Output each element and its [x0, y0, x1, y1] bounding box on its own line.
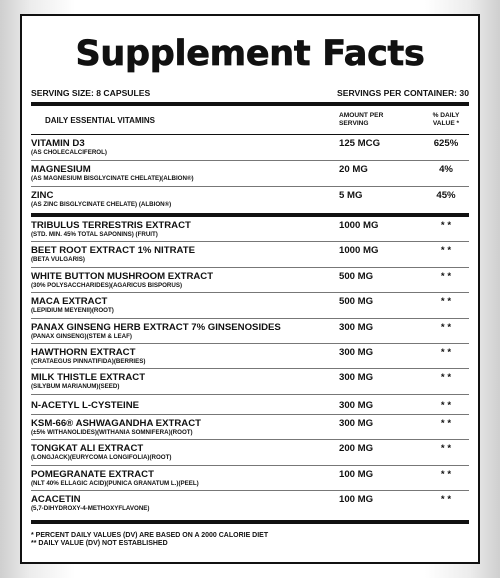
ingredient-row: [31, 491, 469, 516]
ingredient-name-cell: [31, 469, 339, 490]
header-amount: [339, 112, 423, 128]
header-dv-line1: % DAILY: [432, 112, 460, 119]
ingredient-source: (STD. MIN. 45% TOTAL SAPONINS) (FRUIT): [31, 231, 158, 238]
ingredient-name: HAWTHORN EXTRACT: [31, 346, 136, 358]
ingredient-name: MACA EXTRACT: [31, 296, 108, 308]
vitamin-daily-value: 45%: [436, 190, 456, 201]
ingredient-name: PANAX GINSENG HERB EXTRACT 7% GINSENOSIDES: [31, 321, 281, 333]
supplement-facts-panel: [20, 14, 480, 564]
ingredient-source: (±5% WITHANOLIDES)(WITHANIA SOMNIFERA)(ROOT): [31, 428, 193, 436]
header-dv-line2: VALUE *: [432, 120, 460, 127]
ingredient-name-cell: [31, 347, 339, 368]
ingredient-amount: 300 MG: [339, 372, 374, 384]
ingredient-name: N-ACETYL L-CYSTEINE: [31, 399, 140, 411]
ingredient-amount: 1000 MG: [339, 245, 379, 257]
vitamin-name-cell: [31, 190, 339, 213]
ingredient-name: ACACETIN: [31, 493, 81, 505]
ingredient-daily-value: * *: [440, 296, 452, 308]
vitamin-daily-value: 4%: [439, 164, 453, 175]
ingredient-row: [31, 466, 469, 491]
ingredient-amount: 100 MG: [339, 493, 374, 505]
header-name: DAILY ESSENTIAL VITAMINS: [45, 115, 155, 125]
vitamin-source: (AS MAGNESIUM BISGLYCINATE CHELATE)(ALBION®): [31, 175, 194, 182]
ingredient-name: WHITE BUTTON MUSHROOM EXTRACT: [31, 270, 214, 282]
vitamins-section: [31, 135, 469, 217]
ingredient-amount: 500 MG: [339, 296, 374, 308]
ingredient-row: [31, 415, 469, 440]
ingredient-daily-value: * *: [440, 399, 452, 411]
ingredient-daily-value: * *: [440, 443, 452, 455]
vitamin-name-cell: [31, 138, 339, 160]
vitamin-source: (AS CHOLECALCIFEROL): [31, 149, 107, 156]
header-amount-line2: SERVING: [339, 120, 369, 127]
ingredient-daily-value: * *: [440, 321, 452, 333]
vitamin-amount: 20 MG: [339, 164, 368, 175]
footnotes: [31, 520, 469, 548]
ingredient-row: [31, 369, 469, 394]
ingredients-section: [31, 217, 469, 516]
ingredient-name: MILK THISTLE EXTRACT: [31, 372, 146, 384]
ingredient-name: POMEGRANATE EXTRACT: [31, 468, 154, 480]
ingredient-name-cell: [31, 443, 339, 464]
column-header: [31, 106, 469, 135]
ingredient-name-cell: [31, 271, 339, 292]
ingredient-daily-value: * *: [440, 417, 452, 429]
ingredient-daily-value: * *: [440, 245, 452, 257]
ingredient-source: (NLT 40% ELLAGIC ACID)(PUNICA GRANATUM L.)(PEEL): [31, 479, 199, 487]
ingredient-source: (CRATAEGUS PINNATIFIDA)(BERRIES): [31, 357, 146, 365]
ingredient-daily-value: * *: [440, 220, 452, 231]
ingredient-name-cell: [31, 245, 339, 266]
ingredient-source: (SILYBUM MARIANUM)(SEED): [31, 383, 120, 391]
ingredient-daily-value: * *: [440, 270, 452, 282]
vitamin-name: MAGNESIUM: [31, 164, 91, 175]
footnote-daily-value: * PERCENT DAILY VALUES (DV) ARE BASED ON A 2000 CALORIE DIET: [31, 532, 269, 540]
ingredient-row: [31, 319, 469, 344]
ingredient-name: KSM-66® ASHWAGANDHA EXTRACT: [31, 417, 201, 429]
vitamin-amount: 125 MCG: [339, 138, 381, 149]
ingredient-source: (PANAX GINSENG)(STEM & LEAF): [31, 332, 132, 340]
servings-per-container: SERVINGS PER CONTAINER: 30: [337, 88, 469, 98]
vitamin-name: VITAMIN D3: [31, 138, 85, 149]
ingredient-amount: 300 MG: [339, 346, 374, 358]
ingredient-name-cell: [31, 418, 339, 439]
ingredient-name: BEET ROOT EXTRACT 1% NITRATE: [31, 245, 195, 257]
ingredient-row: [31, 440, 469, 465]
ingredient-row: [31, 217, 469, 242]
ingredient-name-cell: [31, 296, 339, 317]
vitamin-name: ZINC: [31, 190, 54, 201]
vitamin-row: [31, 161, 469, 187]
ingredient-source: (LONGJACK)(EURYCOMA LONGIFOLIA)(ROOT): [31, 454, 172, 462]
ingredient-name-cell: [31, 400, 339, 414]
ingredient-daily-value: * *: [440, 346, 452, 358]
ingredient-name-cell: [31, 322, 339, 343]
ingredient-row: [31, 268, 469, 293]
footnote-not-established: ** DAILY VALUE (DV) NOT ESTABLISHED: [31, 540, 168, 548]
ingredient-amount: 1000 MG: [339, 220, 379, 231]
ingredient-name-cell: [31, 494, 339, 516]
ingredient-source: (5,7-DIHYDROXY-4-METHOXYFLAVONE): [31, 504, 150, 512]
ingredient-name: TONGKAT ALI EXTRACT: [31, 443, 144, 455]
ingredient-row: [31, 293, 469, 318]
serving-size: SERVING SIZE: 8 CAPSULES: [31, 88, 151, 98]
serving-info: [31, 88, 469, 106]
ingredient-daily-value: * *: [440, 468, 452, 480]
ingredient-row: [31, 242, 469, 267]
vitamin-source: (AS ZINC BISGLYCINATE CHELATE) (ALBION®): [31, 201, 172, 208]
ingredient-amount: 300 MG: [339, 321, 374, 333]
vitamin-row: [31, 187, 469, 213]
vitamin-daily-value: 625%: [433, 138, 459, 149]
vitamin-amount: 5 MG: [339, 190, 363, 201]
ingredient-amount: 100 MG: [339, 468, 374, 480]
ingredient-amount: 300 MG: [339, 417, 374, 429]
ingredient-row: [31, 395, 469, 415]
ingredient-source: (LEPIDIUM MEYENII)(ROOT): [31, 307, 114, 315]
ingredient-amount: 500 MG: [339, 270, 374, 282]
ingredient-source: (BETA VULGARIS): [31, 256, 85, 264]
header-daily-value: [423, 112, 469, 128]
ingredient-source: (30% POLYSACCHARIDES)(AGARICUS BISPORUS): [31, 281, 183, 289]
vitamin-name-cell: [31, 164, 339, 186]
ingredient-row: [31, 344, 469, 369]
ingredient-name-cell: [31, 220, 339, 241]
vitamin-row: [31, 135, 469, 161]
ingredient-amount: 300 MG: [339, 399, 374, 411]
ingredient-daily-value: * *: [440, 372, 452, 384]
ingredient-name-cell: [31, 372, 339, 393]
header-amount-line1: AMOUNT PER: [339, 112, 384, 119]
ingredient-name: TRIBULUS TERRESTRIS EXTRACT: [31, 220, 191, 231]
panel-title: Supplement Facts: [75, 34, 425, 74]
ingredient-daily-value: * *: [440, 493, 452, 505]
ingredient-amount: 200 MG: [339, 443, 374, 455]
